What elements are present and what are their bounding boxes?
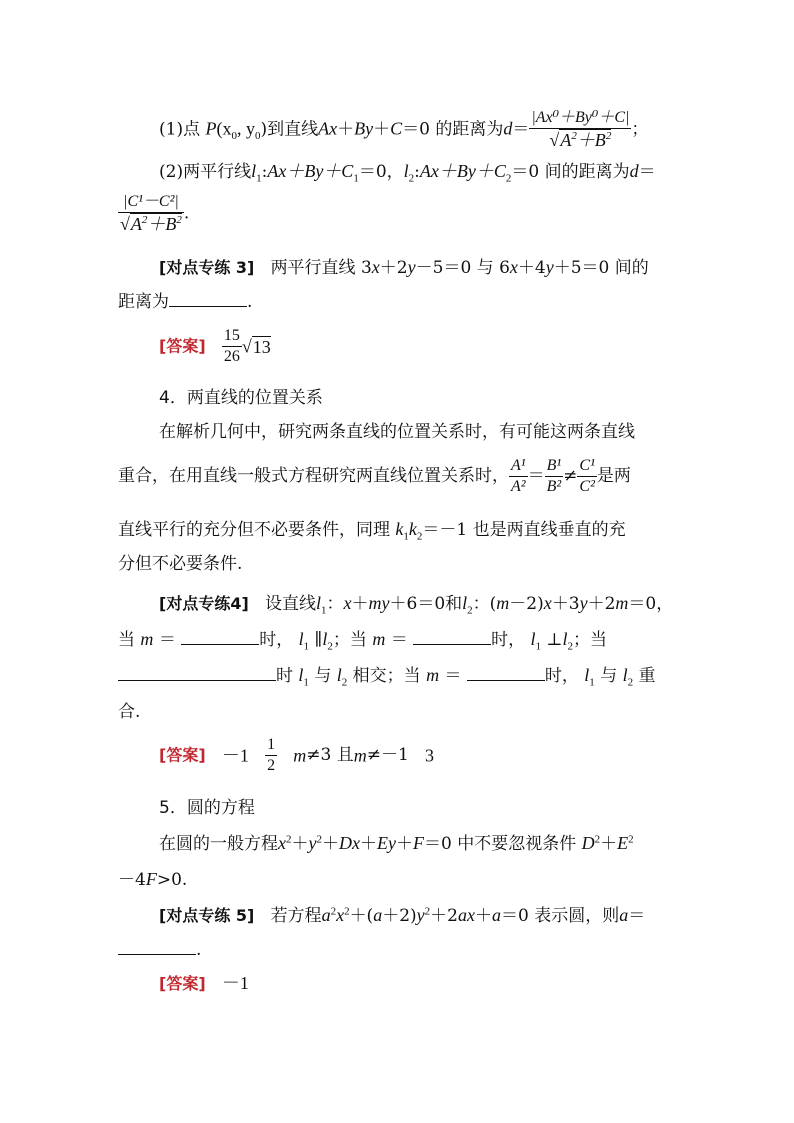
- exercise-5: [159, 906, 645, 925]
- text: ＝0 中不要忽视条件: [423, 834, 577, 854]
- text: Dx: [339, 833, 360, 853]
- text: l: [530, 629, 536, 649]
- text: 与: [314, 666, 332, 686]
- text: m: [353, 745, 367, 766]
- text: .: [183, 203, 190, 224]
- text: 两平行直线 3: [270, 258, 372, 278]
- text: ＋2: [430, 906, 458, 926]
- text: ＋5＝0 间的: [553, 258, 649, 278]
- fraction: [265, 737, 277, 774]
- text: :: [261, 162, 268, 182]
- exercise-3: [159, 258, 649, 277]
- text: my: [368, 593, 390, 613]
- text: －1: [221, 973, 249, 993]
- answer-blank[interactable]: [169, 292, 247, 307]
- text: ＋: [600, 834, 618, 854]
- numerator: 1: [265, 737, 277, 756]
- text: 2: [408, 172, 415, 185]
- text: ；当: [332, 630, 367, 650]
- text: －1: [221, 745, 249, 766]
- text: 2: [286, 833, 292, 846]
- text: 2: [341, 676, 348, 689]
- text: 2: [424, 905, 431, 918]
- text: x: [278, 833, 286, 853]
- text: Ey: [377, 833, 396, 853]
- text: x: [343, 593, 352, 613]
- text: 合.: [118, 702, 141, 722]
- text: A: [130, 214, 142, 234]
- text: ＝: [527, 466, 545, 486]
- text: C: [390, 118, 403, 139]
- text: 在圆的一般方程: [159, 834, 278, 854]
- exercise-5-line2: [118, 940, 201, 959]
- text: l: [315, 593, 321, 613]
- denominator: B²: [546, 478, 562, 495]
- text: 1: [321, 604, 327, 617]
- text: ＋B: [147, 214, 177, 234]
- text: d: [629, 161, 639, 181]
- text: y: [416, 905, 425, 925]
- text: (1)点: [159, 119, 206, 140]
- text: l: [298, 665, 304, 685]
- text: ⊥: [546, 630, 563, 650]
- text: l: [322, 629, 328, 649]
- text: 2: [327, 640, 333, 653]
- text: By: [354, 118, 374, 139]
- section-4-p4: [118, 556, 242, 573]
- text: P: [205, 118, 217, 139]
- text: >0.: [156, 870, 188, 890]
- text: 若方程: [270, 906, 322, 926]
- text: 3: [425, 745, 435, 766]
- text: 2: [571, 130, 577, 142]
- text: F: [145, 869, 157, 889]
- section-5-p2: [118, 870, 187, 889]
- text: 2: [567, 640, 573, 653]
- text: (2)两平行线: [159, 162, 252, 182]
- formula-point-line-distance: [159, 110, 648, 150]
- text: 当: [118, 630, 135, 650]
- text: y: [407, 257, 416, 277]
- text: ＋2: [587, 594, 616, 614]
- fraction: [222, 328, 242, 365]
- text: l: [298, 629, 304, 649]
- text: .: [247, 292, 253, 312]
- text: 设直线: [264, 594, 316, 614]
- text: Ax＋By＋C: [419, 161, 506, 181]
- text: 2: [467, 604, 473, 617]
- text: 2: [176, 214, 182, 226]
- text: ∥: [314, 630, 323, 650]
- text: ；当: [572, 630, 607, 650]
- text: 相交；当: [352, 666, 421, 686]
- text: 2: [316, 833, 322, 846]
- text: y: [545, 257, 554, 277]
- formula-parallel-lines: [159, 161, 656, 185]
- text: ；: [631, 119, 649, 140]
- text: E: [617, 833, 629, 853]
- denominator: C²: [579, 478, 595, 495]
- section-4-title: 4．两直线的位置关系: [159, 388, 323, 408]
- text: m: [372, 629, 386, 649]
- text: －4: [118, 870, 146, 890]
- text: 0: [254, 129, 261, 142]
- text: l: [584, 665, 590, 685]
- text: 时，: [259, 630, 294, 650]
- text: 2: [344, 905, 350, 918]
- text: ＝0，: [628, 594, 674, 614]
- text: 与: [600, 666, 618, 686]
- text: ＝0 的距离为: [402, 119, 504, 140]
- fraction: $\frac{\text{|Ax⁰＋By⁰＋C|}}{√A^2+B^2}$: [531, 109, 630, 150]
- answer-blank[interactable]: [467, 666, 545, 681]
- text: a: [373, 905, 383, 925]
- text: 0: [231, 129, 237, 142]
- exercise-tag: [对点专练 3]: [159, 258, 255, 277]
- text: ≠: [563, 466, 578, 486]
- text: 1: [403, 530, 409, 543]
- formula-parallel-fraction: [118, 194, 189, 234]
- text: Ax＋By＋C: [267, 161, 354, 181]
- text: 2: [330, 905, 337, 918]
- text: m: [496, 593, 510, 613]
- text: ＋(: [349, 906, 374, 926]
- denominator: 26: [223, 348, 240, 365]
- text: l: [462, 593, 468, 613]
- text: 2: [505, 172, 512, 185]
- answer-4: [159, 737, 434, 774]
- section-4-p2: [118, 458, 631, 495]
- text: .: [196, 940, 202, 960]
- section-4-p3: [118, 519, 626, 543]
- numerator: C¹: [577, 458, 596, 477]
- text: ＋2: [379, 258, 408, 278]
- exercise-4-line2: [118, 629, 607, 653]
- text: m: [426, 665, 440, 685]
- text: ＝: [390, 630, 408, 650]
- numerator: |C¹－C²|: [118, 194, 184, 213]
- section-5-title: 5．圆的方程: [159, 798, 255, 818]
- text: ＝: [638, 162, 656, 182]
- text: 1: [303, 640, 310, 653]
- exercise-3-line2: [118, 292, 252, 311]
- answer-3: [答案] $\frac{15}{26}$ √13: [159, 327, 271, 365]
- text: , y: [236, 118, 255, 139]
- exercise-4-line3: [118, 665, 656, 689]
- text: l: [336, 665, 342, 685]
- text: 重合，在用直线一般式方程研究两直线位置关系时，: [118, 466, 509, 486]
- text: 分但不必要条件.: [118, 554, 243, 574]
- text: －5＝0 与 6: [415, 258, 510, 278]
- text: 重: [638, 666, 656, 686]
- text: 时: [276, 666, 293, 686]
- text: ＝: [158, 630, 176, 650]
- fraction: [509, 458, 528, 495]
- text: ≠－1: [366, 745, 409, 765]
- text: A: [560, 130, 572, 150]
- text: 时，: [491, 630, 526, 650]
- answer-5: [159, 974, 249, 993]
- text: 2: [594, 833, 601, 846]
- text: l: [403, 161, 409, 181]
- answer-blank[interactable]: [181, 630, 259, 645]
- text: ：(: [472, 594, 497, 614]
- text: 1: [353, 172, 359, 185]
- text: 1: [589, 676, 595, 689]
- fraction: [545, 458, 564, 495]
- text: ＋: [474, 906, 492, 926]
- text: k: [408, 519, 417, 539]
- text: ＝0，: [358, 162, 404, 182]
- text: 2: [628, 833, 634, 846]
- text: ＋2): [382, 906, 417, 926]
- text: ax: [457, 905, 475, 925]
- text: ＝0 表示圆，则: [500, 906, 620, 926]
- text: :: [414, 162, 420, 182]
- text: x: [509, 257, 518, 277]
- text: ＝: [628, 906, 646, 926]
- text: 13: [252, 336, 271, 357]
- text: ＋6＝0和: [389, 594, 463, 614]
- text: ＋: [337, 119, 355, 140]
- text: m: [140, 629, 154, 649]
- text: l: [562, 629, 568, 649]
- numerator: B¹: [545, 458, 564, 477]
- text: 1: [535, 640, 542, 653]
- text: 2: [627, 676, 634, 689]
- denominator: 2: [267, 757, 276, 774]
- text: ＋B: [576, 130, 606, 150]
- text: d: [503, 118, 513, 139]
- exercise-4-line4: [118, 704, 140, 721]
- fraction: [577, 458, 596, 495]
- text: ＋3: [551, 594, 580, 614]
- section-5-p1: [159, 834, 634, 853]
- text: (x: [216, 118, 232, 139]
- text: 时，: [544, 666, 579, 686]
- text: m: [293, 745, 307, 766]
- text: 距离为: [118, 292, 169, 312]
- text: ＝: [512, 119, 530, 140]
- text: a: [619, 905, 629, 925]
- text: ＋: [351, 594, 369, 614]
- answer-tag: [答案]: [159, 974, 206, 993]
- answer-tag: [答案]: [159, 745, 206, 765]
- text: ＋4: [517, 258, 546, 278]
- text: x: [371, 257, 380, 277]
- text: 直线平行的充分但不必要条件，同理: [118, 520, 390, 540]
- text: D: [581, 833, 595, 853]
- exercise-4: [159, 593, 674, 617]
- text: 1: [303, 676, 309, 689]
- text: Ax: [318, 118, 338, 139]
- text: 2: [141, 214, 148, 226]
- text: l: [251, 161, 257, 181]
- text: 2: [605, 130, 612, 142]
- numerator: 15: [222, 328, 242, 347]
- text: l: [622, 665, 628, 685]
- text: m: [615, 593, 629, 613]
- text: ≠3 且: [306, 745, 354, 765]
- text: ：: [326, 594, 344, 614]
- text: ＝0 间的距离为: [511, 162, 630, 182]
- text: y: [308, 833, 317, 853]
- exercise-tag: [对点专练 5]: [159, 906, 255, 925]
- exercise-tag: [对点专练4]: [159, 594, 249, 613]
- text: ＋: [360, 834, 377, 854]
- answer-blank[interactable]: [118, 940, 196, 955]
- text: ＋: [322, 834, 339, 854]
- numerator: A¹: [509, 458, 528, 477]
- text: ＝－1 也是两直线垂直的充: [422, 520, 626, 540]
- answer-blank[interactable]: [118, 666, 276, 681]
- numerator: |Ax⁰＋By⁰＋C|: [529, 110, 631, 129]
- text: ＋: [373, 119, 391, 140]
- text: y: [579, 593, 588, 613]
- text: 2: [416, 530, 423, 543]
- text: 是两: [596, 466, 631, 486]
- section-4-p1: [159, 424, 635, 441]
- text: k: [395, 519, 404, 539]
- text: a: [491, 905, 501, 925]
- text: F: [412, 833, 424, 853]
- text: )到直线: [260, 119, 319, 140]
- text: x: [336, 905, 345, 925]
- text: －2): [509, 594, 544, 614]
- text: ＋: [291, 834, 309, 854]
- text: 在解析几何中，研究两条直线的位置关系时，有可能这两条直线: [159, 422, 635, 442]
- answer-blank[interactable]: [413, 630, 491, 645]
- denominator: A²: [511, 478, 526, 495]
- answer-tag: [答案]: [159, 336, 206, 356]
- text: ＋: [395, 834, 413, 854]
- text: 1: [256, 172, 262, 185]
- text: x: [543, 593, 552, 613]
- text: ＝: [444, 666, 462, 686]
- fraction: $\frac{\text{|C¹－C²|}}{√A^2+B^2}$: [120, 193, 182, 234]
- text: a: [321, 905, 331, 925]
